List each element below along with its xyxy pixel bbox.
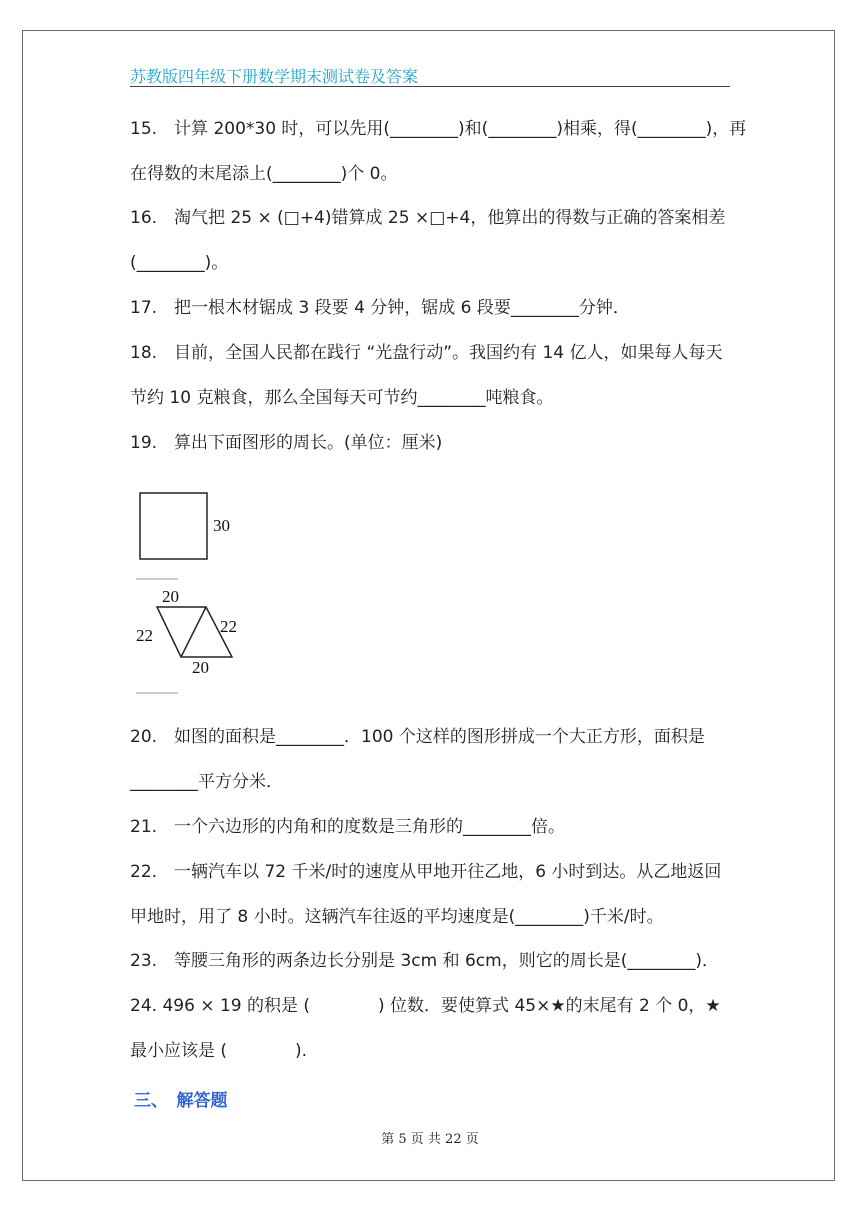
question-15-line-1: 15. 计算 200*30 时，可以先用(________)和(________)相乘，得(________)，再 [130,119,747,139]
question-20-line-2: ________平方分米． [130,772,283,792]
question-24-line-1: 24. 496 × 19 的积是 ( ) 位数．要使算式 45×★的末尾有 2 个 0，★ [130,996,721,1016]
parallelogram-bottom-label: 20 [192,658,209,677]
question-18-line-2: 节约 10 克粮食，那么全国每天可节约________吨粮食。 [130,388,554,408]
parallelogram-diagonal [181,607,206,657]
question-16-line-1: 16. 淘气把 25 × (□+4)错算成 25 ×□+4，他算出的得数与正确的答案相差 [130,208,726,228]
parallelogram-top-label: 20 [162,587,179,606]
page-number-footer: 第 5 页 共 22 页 [381,1132,479,1147]
question-15-line-2: 在得数的末尾添上(________)个 0。 [130,164,398,184]
question-22-line-2: 甲地时，用了 8 小时。这辆汽车往返的平均速度是(________)千米/时。 [130,907,664,927]
question-16-line-2: (________)。 [130,253,229,273]
square-shape [140,493,207,559]
question-24-line-2: 最小应该是 ( ). [130,1041,308,1061]
question-19: 19. 算出下面图形的周长。(单位：厘米) [130,433,443,453]
square-side-label: 30 [213,516,230,535]
parallelogram-left-label: 22 [136,626,153,645]
question-21: 21. 一个六边形的内角和的度数是三角形的________倍。 [130,817,566,837]
question-23: 23. 等腰三角形的两条边长分别是 3cm 和 6cm，则它的周长是(________)． [130,951,719,971]
question-18-line-1: 18. 目前，全国人民都在践行 “光盘行动”。我国约有 14 亿人，如果每人每天 [130,343,723,363]
question-20-line-1: 20. 如图的面积是________．100 个这样的图形拼成一个大正方形，面积是 [130,727,705,747]
section-heading-answers: 三、 解答题 [134,1091,228,1111]
parallelogram-right-label: 22 [220,617,237,636]
question-22-line-1: 22. 一辆汽车以 72 千米/时的速度从甲地开往乙地，6 小时到达。从乙地返回 [130,862,722,882]
header-rule [130,86,730,87]
page-header-title: 苏教版四年级下册数学期末测试卷及答案 [130,67,419,86]
question-17: 17. 把一根木材锯成 3 段要 4 分钟，锯成 6 段要________分钟． [130,298,630,318]
perimeter-figures [130,486,260,698]
